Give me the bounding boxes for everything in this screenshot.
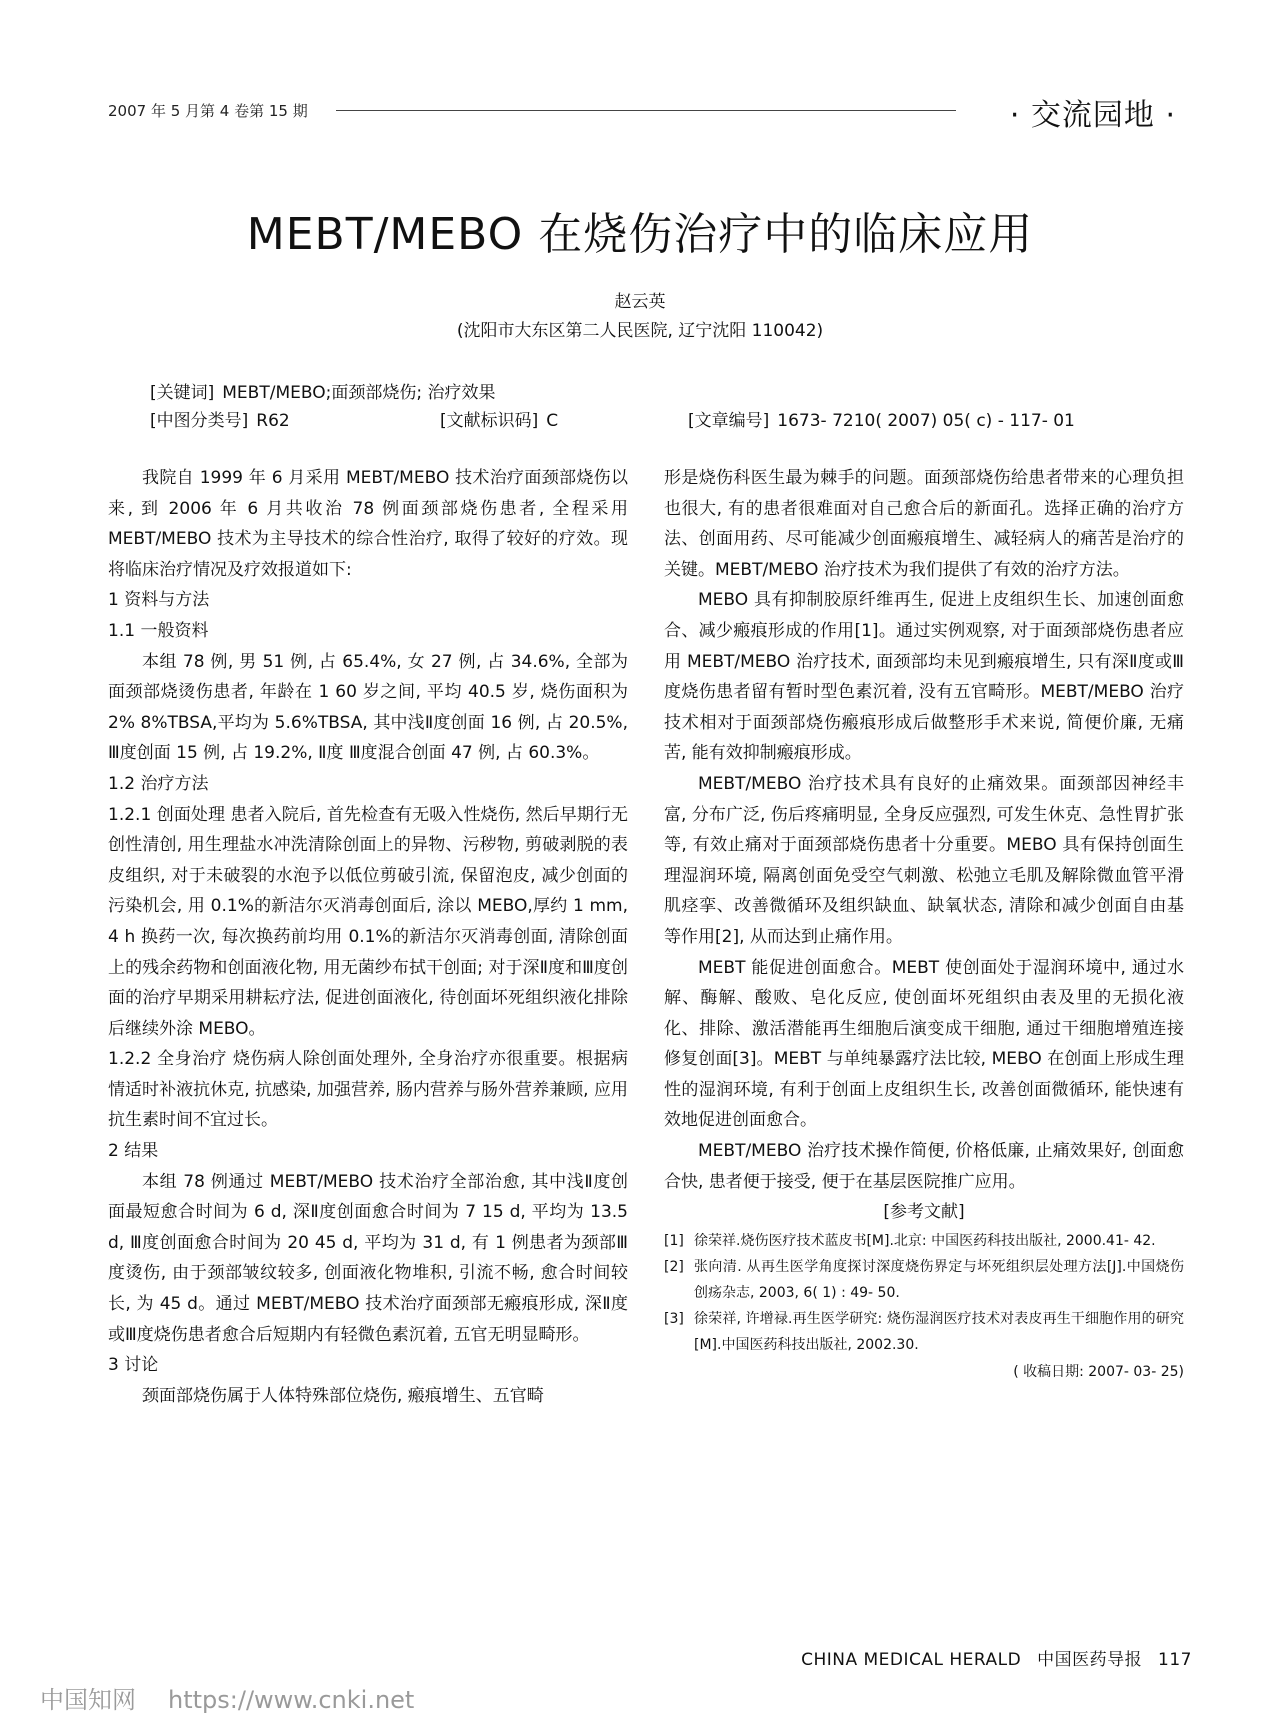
reference-text: 张向清. 从再生医学角度探讨深度烧伤界定与坏死组织层处理方法[J].中国烧伤创疡杂志, 2003, 6( 1) : 49- 50. [694, 1258, 1184, 1301]
journal-name-cn: 中国医药导报 [1037, 1650, 1143, 1670]
keywords: MEBT/MEBO;面颈部烧伤; 治疗效果 [222, 383, 496, 403]
doc-code: C [546, 411, 559, 431]
reference-number: [3] [664, 1310, 684, 1327]
subsection-heading-general: 1.1 一般资料 [108, 620, 209, 641]
watermark-site-name: 中国知网 [40, 1686, 136, 1714]
classification-line [150, 406, 290, 431]
watermark [40, 1680, 446, 1715]
wound-treatment-paragraph: 1.2.1 创面处理 患者入院后, 首先检查有无吸入性烧伤, 然后早期行无创性清创, 用生理盐水冲洗清除创面上的异物、污秽物, 剪破剥脱的表皮组织, 对于未破裂的水泡予以低位剪破引流, 保留泡皮, 减少创面的污染机会, 用 0.1%的新洁尔灭消毒创面后, 涂以 MEBO,厚约 1 mm, 4 h 换药一次, 每次换药前均用 0.1%的新洁尔灭消毒创面, 清除创面上的残余药物和创面液化物, 用无菌纱布拭干创面; 对于深Ⅱ度和Ⅲ度创面的治疗早期采用耕耘疗法, 促进创面液化, 待创面坏死组织液化排除后继续外涂 MEBO。 [108, 804, 628, 1039]
page-number: 117 [1158, 1650, 1192, 1670]
subsection-heading-treatment: 1.2 治疗方法 [108, 773, 209, 794]
header-rule [336, 110, 956, 111]
reference-text: 徐荣祥, 许增禄.再生医学研究: 烧伤湿润医疗技术对表皮再生干细胞作用的研究[M].中国医药科技出版社, 2002.30. [694, 1310, 1184, 1353]
issue-info: 2007 年 5 月第 4 卷第 15 期 [108, 102, 308, 120]
reference-item [664, 1254, 1184, 1306]
received-date: ( 收稿日期: 2007- 03- 25) [1013, 1363, 1184, 1380]
article-number: 1673- 7210( 2007) 05( c) - 117- 01 [777, 411, 1075, 431]
results-paragraph: 本组 78 例通过 MEBT/MEBO 技术治疗全部治愈, 其中浅Ⅱ度创面最短愈合时间为 6 d, 深Ⅱ度创面愈合时间为 7 15 d, 平均为 13.5 d, Ⅲ度创面愈合时间为 20 45 d, 平均为 31 d, 有 1 例患者为颈部Ⅲ度烫伤, 由于颈部皱纹较多, 创面液化物堆积, 引流不畅, 愈合时间较长, 为 45 d。通过 MEBT/MEBO 技术治疗面颈部无瘢痕形成, 深Ⅱ度或Ⅲ度烧伤患者愈合后短期内有轻微色素沉着, 五官无明显畸形。 [108, 1171, 628, 1345]
doc-code-label: [文献标识码] [440, 411, 539, 431]
keywords-label: [关键词] [150, 383, 215, 403]
reference-number: [2] [664, 1258, 684, 1275]
section-heading-results: 2 结果 [108, 1141, 159, 1162]
article-number-line [688, 406, 1075, 431]
discussion-paragraph-healing: MEBT 能促进创面愈合。MEBT 使创面处于湿润环境中, 通过水解、酶解、酸败、皂化反应, 使创面坏死组织由表及里的无损化液化、排除、激活潜能再生细胞后演变成干细胞, 通过干细胞增殖连接修复创面[3]。MEBT 与单纯暴露疗法比较, MEBO 在创面上形成生理性的湿润环境, 有利于创面上皮组织生长, 改善创面微循环, 能快速有效地促进创面愈合。 [664, 957, 1184, 1131]
affiliation: (沈阳市大东区第二人民医院, 辽宁沈阳 110042) [456, 321, 824, 341]
classification-label: [中图分类号] [150, 411, 249, 431]
classification: R62 [256, 411, 290, 431]
reference-item [664, 1306, 1184, 1358]
watermark-url: https://www.cnki.net [168, 1686, 415, 1714]
intro-paragraph: 我院自 1999 年 6 月采用 MEBT/MEBO 技术治疗面颈部烧伤以来, 到 2006 年 6 月共收治 78 例面颈部烧伤患者, 全程采用 MEBT/MEBO 技术为主导技术的综合性治疗, 取得了较好的疗效。现将临床治疗情况及疗效报道如下: [108, 468, 628, 580]
discussion-paragraph-start: 颈面部烧伤属于人体特殊部位烧伤, 瘢痕增生、五官畸 [142, 1385, 544, 1406]
discussion-paragraph-analgesia: MEBT/MEBO 治疗技术具有良好的止痛效果。面颈部因神经丰富, 分布广泛, 伤后疼痛明显, 全身反应强烈, 可发生休克、急性胃扩张等, 有效止痛对于面颈部烧伤患者十分重要。MEBO 具有保持创面生理湿润环境, 隔离创面免受空气刺激、松弛立毛肌及解除微血管平滑肌痉挛、改善微循环及组织缺血、缺氧状态, 清除和减少创面自由基等作用[2], 从而达到止痛作用。 [664, 773, 1184, 947]
keywords-line [150, 378, 495, 403]
right-column [664, 463, 1184, 1386]
page-footer [791, 1645, 1192, 1670]
section-heading-discussion: 3 讨论 [108, 1355, 159, 1376]
conclusion-paragraph: MEBT/MEBO 治疗技术操作简便, 价格低廉, 止痛效果好, 创面愈合快, 患者便于接受, 便于在基层医院推广应用。 [664, 1141, 1184, 1192]
systemic-treatment-paragraph: 1.2.2 全身治疗 烧伤病人除创面处理外, 全身治疗亦很重要。根据病情适时补液抗休克, 抗感染, 加强营养, 肠内营养与肠外营养兼顾, 应用抗生素时间不宜过长。 [108, 1049, 628, 1131]
author: 赵云英 [614, 292, 666, 312]
general-data-paragraph: 本组 78 例, 男 51 例, 占 65.4%, 女 27 例, 占 34.6%, 全部为面颈部烧烫伤患者, 年龄在 1 60 岁之间, 平均 40.5 岁, 烧伤面积为 2% 8%TBSA,平均为 5.6%TBSA, 其中浅Ⅱ度创面 16 例, 占 20.5%, Ⅲ度创面 15 例, 占 19.2%, Ⅱ度 Ⅲ度混合创面 47 例, 占 60.3%。 [108, 651, 628, 764]
reference-number: [1] [664, 1232, 684, 1249]
doc-code-line [440, 406, 558, 431]
reference-item [664, 1228, 1184, 1254]
references-title: [参考文献] [883, 1202, 965, 1223]
discussion-paragraph-scar: MEBO 具有抑制胶原纤维再生, 促进上皮组织生长、加速创面愈合、减少瘢痕形成的作用[1]。通过实例观察, 对于面颈部烧伤患者应用 MEBT/MEBO 治疗技术, 面颈部均未见到瘢痕增生, 只有深Ⅱ度或Ⅲ度烧伤患者留有暂时型色素沉着, 没有五官畸形。MEBT/MEBO 治疗技术相对于面颈部烧伤瘢痕形成后做整形手术来说, 简便价廉, 无痛苦, 能有效抑制瘢痕形成。 [664, 590, 1184, 764]
section-heading-methods: 1 资料与方法 [108, 590, 210, 611]
journal-name-en: CHINA MEDICAL HERALD [801, 1650, 1022, 1670]
discussion-paragraph-continued: 形是烧伤科医生最为棘手的问题。面颈部烧伤给患者带来的心理负担也很大, 有的患者很难面对自己愈合后的新面孔。选择正确的治疗方法、创面用药、尽可能减少创面瘢痕增生、减轻病人的痛苦是治疗的关键。MEBT/MEBO 治疗技术为我们提供了有效的治疗方法。 [664, 468, 1184, 580]
article-number-label: [文章编号] [688, 411, 770, 431]
left-column [108, 463, 628, 1411]
reference-text: 徐荣祥.烧伤医疗技术蓝皮书[M].北京: 中国医药科技出版社, 2000.41- 42. [694, 1232, 1156, 1249]
article-title: MEBT/MEBO 在烧伤治疗中的临床应用 [246, 209, 1034, 260]
section-title: · 交流园地 · [1009, 98, 1176, 133]
